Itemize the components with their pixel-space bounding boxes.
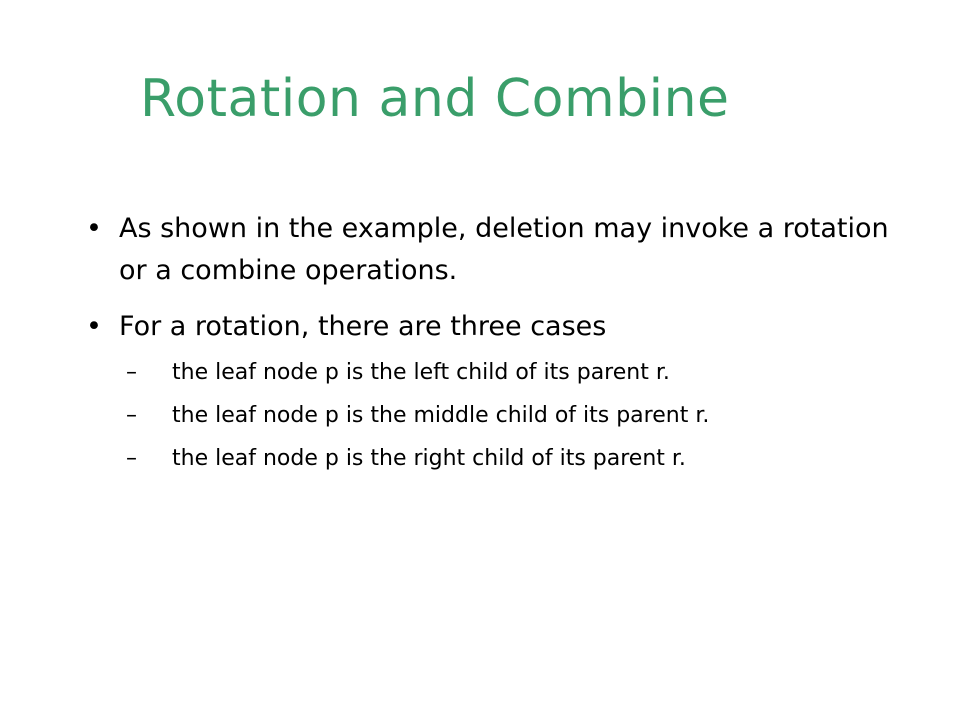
sub-bullet-item bbox=[126, 442, 906, 475]
sub-bullet-text: the leaf node p is the middle child of its parent r. bbox=[172, 403, 710, 428]
bullet-item bbox=[86, 208, 906, 292]
sub-bullet-item bbox=[126, 356, 906, 389]
sub-bullet-text: the leaf node p is the right child of its parent r. bbox=[172, 446, 686, 471]
bullet-marker: • bbox=[86, 213, 102, 244]
bullet-text: As shown in the example, deletion may invoke a rotation or a combine operations. bbox=[119, 213, 889, 286]
sub-bullet-text: the leaf node p is the left child of its parent r. bbox=[172, 360, 670, 385]
bullet-marker: • bbox=[86, 311, 102, 342]
sub-bullet-item bbox=[126, 399, 906, 432]
slide-title: Rotation and Combine bbox=[140, 69, 730, 129]
bullet-text: For a rotation, there are three cases bbox=[119, 311, 607, 342]
bullet-item bbox=[86, 306, 906, 348]
sub-bullet-marker: – bbox=[126, 446, 137, 471]
sub-bullet-marker: – bbox=[126, 360, 137, 385]
sub-bullet-list bbox=[126, 356, 906, 475]
sub-bullet-marker: – bbox=[126, 403, 137, 428]
slide-content bbox=[86, 208, 906, 485]
